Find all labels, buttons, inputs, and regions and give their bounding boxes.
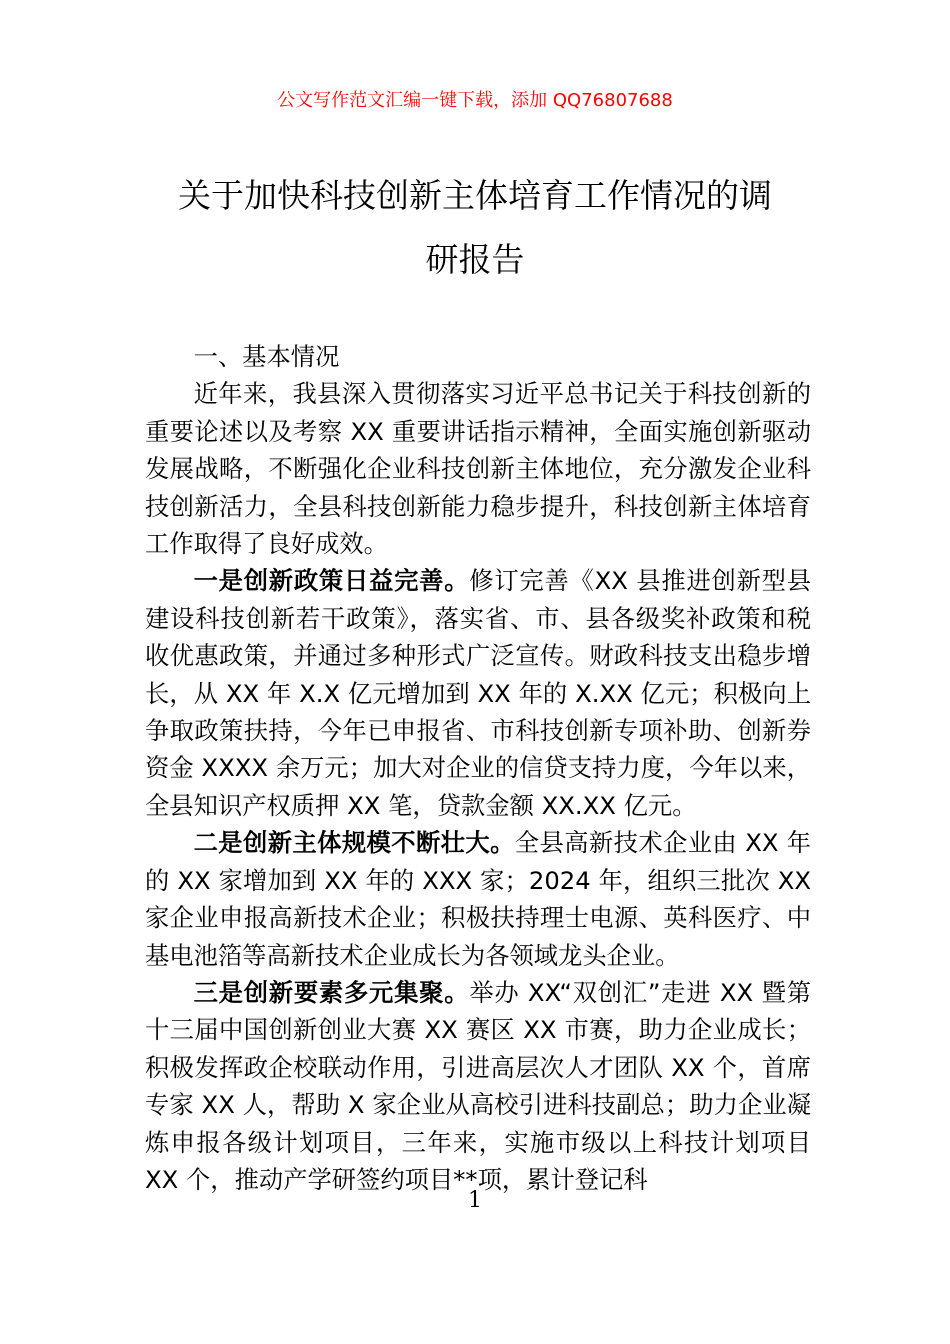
paragraph-1-lead: 一是创新政策日益完善。 [193, 566, 470, 596]
title-line-1: 关于加快科技创新主体培育工作情况的调 [178, 176, 772, 215]
page-number: 1 [468, 1188, 482, 1213]
paragraph-3 [145, 974, 811, 1198]
header-note: 公文写作范文汇编一键下载，添加 QQ76807688 [277, 90, 673, 111]
paragraph-2 [145, 824, 811, 974]
title-line-2: 研报告 [425, 240, 525, 279]
paragraph-1-text: 修订完善《XX 县推进创新型县建设科技创新若干政策》，落实省、市、县各级奖补政策和税收优惠政策，并通过多种形式广泛宣传。财政科技支出稳步增长，从 XX 年 X.X 亿元增加到 XX 年的 X.XX 亿元；积极向上争取政策扶持，今年已申报省、市科技创新专项补助、创新券资金 XXXX 余万元；加大对企业的信贷支持力度，今年以来，全县知识产权质押 XX 笔，贷款金额 XX.XX 亿元。 [145, 566, 812, 820]
paragraph-intro: 近年来，我县深入贯彻落实习近平总书记关于科技创新的重要论述以及考察 XX 重要讲话指示精神，全面实施创新驱动发展战略，不断强化企业科技创新主体地位，充分激发企业科技创新活力，全县科技创新能力稳步提升，科技创新主体培育工作取得了良好成效。 [145, 379, 811, 559]
paragraph-3-lead: 三是创新要素多元集聚。 [193, 977, 470, 1007]
document-title [145, 164, 805, 292]
document-body [145, 338, 811, 1198]
section-heading: 一、基本情况 [193, 342, 340, 371]
paragraph-3-text: 举办 XX“双创汇”走进 XX 暨第十三届中国创新创业大赛 XX 赛区 XX 市赛，助力企业成长；积极发挥政企校联动作用，引进高层次人才团队 XX 个，首席专家 XX 人，帮助 X 家企业从高校引进科技副总；助力企业凝炼申报各级计划项目，三年来，实施市级以上科技计划项目 XX 个，推动产学研签约项目**项，累计登记科 [145, 977, 811, 1194]
paragraph-2-text: 全县高新技术企业由 XX 年的 XX 家增加到 XX 年的 XXX 家；2024 年，组织三批次 XX 家企业申报高新技术企业；积极扶持理士电源、英科医疗、中基电池箔等高新技术企业成长为各领域龙头企业。 [145, 828, 811, 970]
paragraph-1 [145, 562, 811, 824]
paragraph-2-lead: 二是创新主体规模不断壮大。 [193, 828, 515, 858]
